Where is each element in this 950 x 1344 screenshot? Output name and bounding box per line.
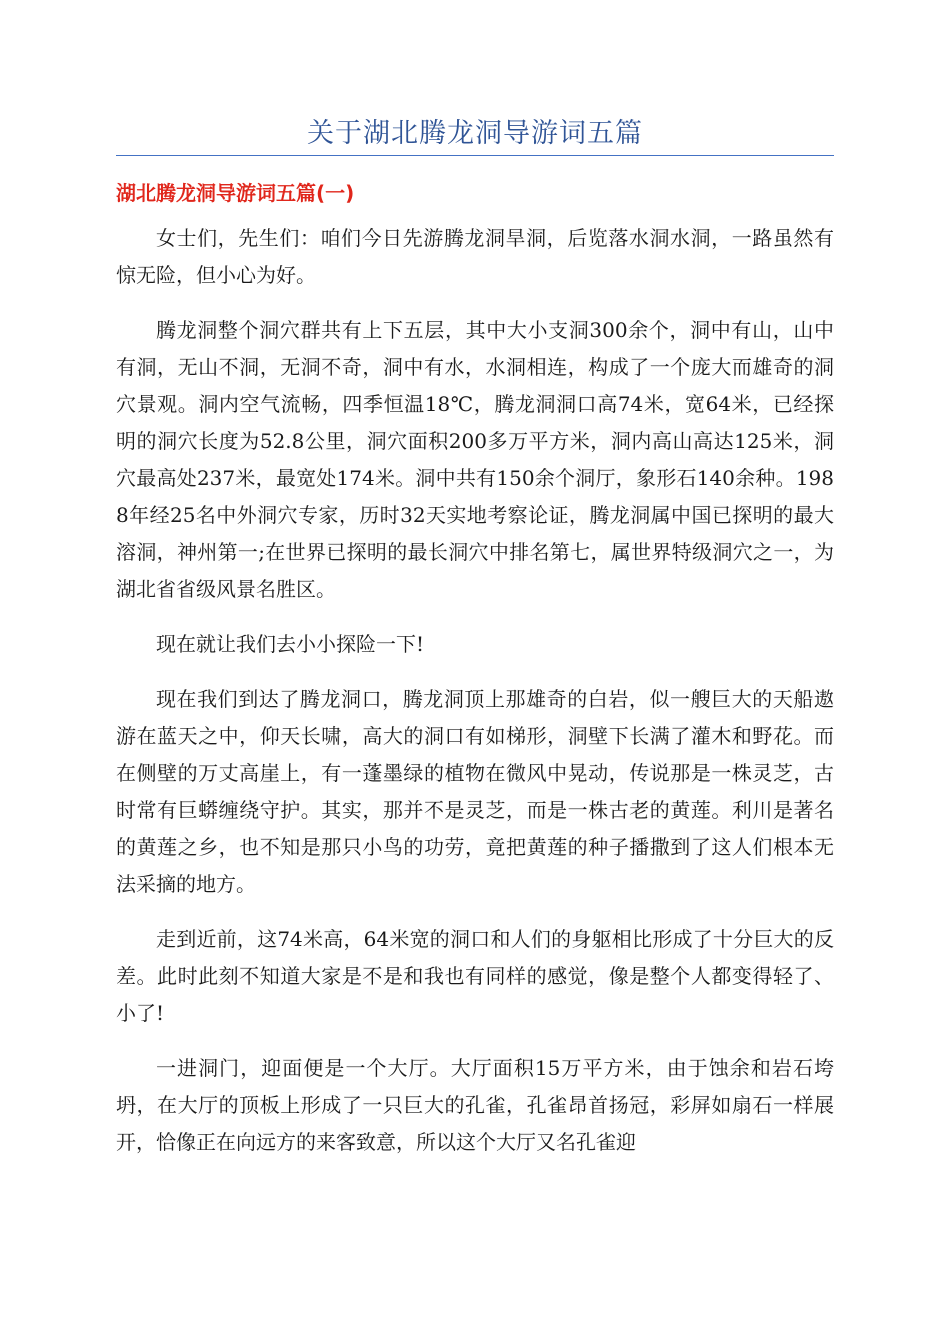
section-heading: 湖北腾龙洞导游词五篇(一) (116, 181, 355, 205)
paragraph: 现在我们到达了腾龙洞口，腾龙洞顶上那雄奇的白岩，似一艘巨大的天船遨游在蓝天之中，仰天长啸，高大的洞口有如梯形，洞壁下长满了灌木和野花。而在侧壁的万丈高崖上，有一蓬墨绿的植物在微风中晃动，传说那是一株灵芝，古时常有巨蟒缠绕守护。其实，那并不是灵芝，而是一株古老的黄莲。利川是著名的黄莲之乡，也不知是那只小鸟的功劳，竟把黄莲的种子播撒到了这人们根本无法采摘的地方。 (116, 687, 834, 896)
title-underline (116, 155, 834, 156)
document-title: 关于湖北腾龙洞导游词五篇 (307, 118, 643, 149)
paragraph: 走到近前，这74米高，64米宽的洞口和人们的身躯相比形成了十分巨大的反差。此时此刻不知道大家是不是和我也有同样的感觉，像是整个人都变得轻了、小了! (116, 927, 834, 1025)
paragraph: 腾龙洞整个洞穴群共有上下五层，其中大小支洞300余个，洞中有山，山中有洞，无山不洞，无洞不奇，洞中有水，水洞相连，构成了一个庞大而雄奇的洞穴景观。洞内空气流畅，四季恒温18℃，腾龙洞洞口高74米，宽64米，已经探明的洞穴长度为52.8公里，洞穴面积200多万平方米，洞内高山高达125米，洞穴最高处237米，最宽处174米。洞中共有150余个洞厅，象形石140余种。1988年经25名中外洞穴专家，历时32天实地考察论证，腾龙洞属中国已探明的最大溶洞，神州第一;在世界已探明的最长洞穴中排名第七，属世界特级洞穴之一，为湖北省省级风景名胜区。 (116, 318, 834, 601)
paragraph: 一进洞门，迎面便是一个大厅。大厅面积15万平方米，由于蚀余和岩石垮坍，在大厅的顶板上形成了一只巨大的孔雀，孔雀昂首扬冠，彩屏如扇石一样展开，恰像正在向远方的来客致意，所以这个大厅又名孔雀迎 (116, 1056, 834, 1154)
document-body (116, 220, 834, 1179)
paragraph: 现在就让我们去小小探险一下! (156, 632, 425, 656)
paragraph: 女士们，先生们：咱们今日先游腾龙洞旱洞，后览落水洞水洞，一路虽然有惊无险，但小心为好。 (116, 226, 834, 287)
